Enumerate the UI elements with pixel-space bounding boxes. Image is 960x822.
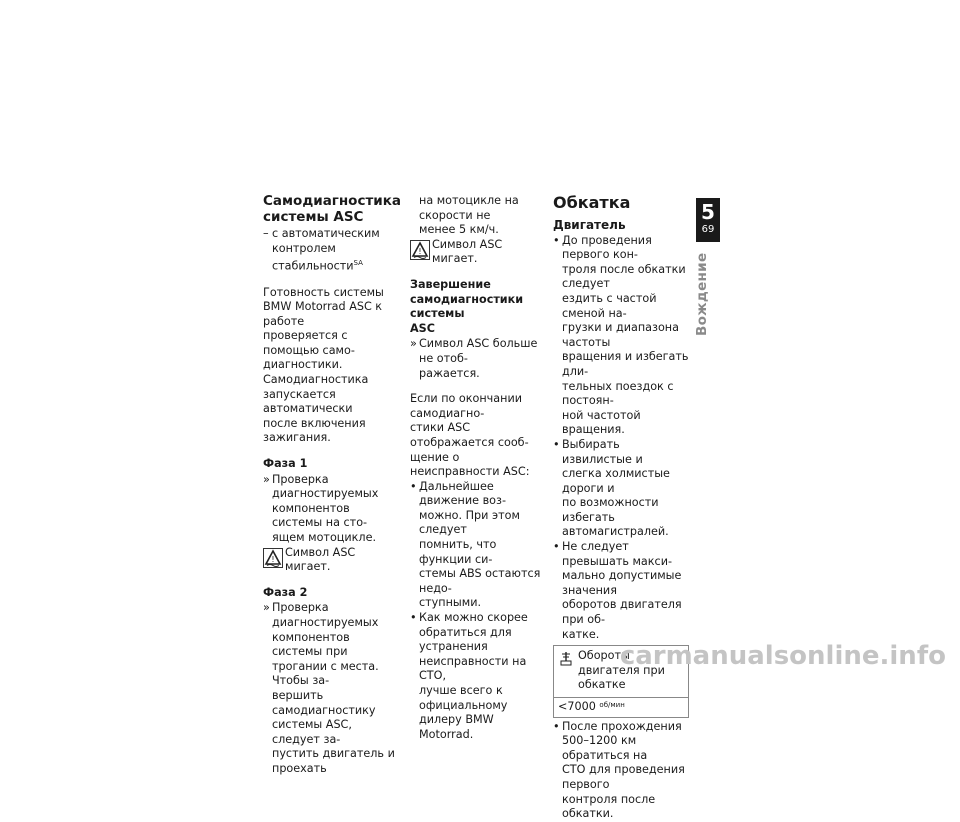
phase-1-step: » Проверка диагностируемых компонентов системы на сто- ящем мотоцикле.: [263, 472, 379, 545]
step-marker: »: [410, 337, 417, 351]
list-item: • Выбирать извилистые и слегка холмистые дороги и по возможности избегать автомагистралей.: [553, 437, 670, 539]
bullet-marker: •: [410, 479, 417, 493]
bullet-marker: •: [553, 719, 560, 733]
rpm-spec-value: [554, 697, 688, 717]
chapter-side-label: Вождение: [694, 252, 710, 336]
column-2: [410, 194, 548, 742]
bullet-marker: •: [553, 437, 560, 451]
section-title-break-in: Обкатка: [553, 193, 631, 212]
step-marker: »: [263, 601, 270, 615]
list-item: • После прохождения 500–1200 км обратиться на СТО для проведения первого контроля после обкатки.: [553, 719, 685, 821]
rpm-spec-header: Обороты двигателя при обкатке: [554, 646, 688, 697]
fault-paragraph: Если по окончании самодиагно- стики ASC отображается сооб- щение о неисправности ASC:: [410, 392, 530, 479]
intro-text: с автоматическим контролем стабильности: [272, 227, 380, 273]
phase-2-icon-note: [410, 238, 548, 267]
watermark: carmanualsonline.info: [619, 641, 946, 671]
chapter-tab: [696, 198, 720, 242]
column-1: [263, 194, 403, 777]
list-item: • Не следует превышать макси- мально допустимые значения оборотов двигателя при об- катке.: [553, 540, 682, 641]
phase-2-icon-text: Символ ASC мигает.: [432, 237, 503, 266]
phase-1-icon-note: [263, 546, 403, 575]
intro-paragraph: Готовность системы BMW Motorrad ASC к работе проверяется с помощью само- диагностики. Самодиагностика запускается автоматически после включения зажигания.: [263, 285, 384, 445]
sa-superscript: SA: [353, 259, 363, 268]
page-number: 69: [701, 224, 715, 235]
bullet-marker: •: [553, 233, 560, 247]
end-step: » Символ ASC больше не отоб- ражается.: [410, 337, 538, 380]
subsection-title-engine: Двигатель: [553, 218, 626, 232]
list-item: • До проведения первого кон- троля после обкатки следует ездить с частой сменой на- грузки и диапазона частоты вращения и избегать дли- тельных поездок с постоян- ной частотой вращения.: [553, 233, 689, 437]
phase-1-icon-text: Символ ASC мигает.: [285, 545, 356, 574]
phase-2-title: Фаза 2: [263, 585, 308, 599]
rpm-unit: об/мин: [599, 701, 625, 709]
step-marker: »: [263, 472, 270, 486]
list-item: • Дальнейшее движение воз- можно. При этом следует помнить, что функции си- стемы ABS остаются недо- ступными.: [410, 479, 541, 610]
phase-2-step: » Проверка диагностируемых компонентов системы при трогании с места. Чтобы за- вершить самодиагностику системы ASC, следует за- пустить двигатель и проехать: [263, 601, 395, 775]
intro-line: [263, 227, 403, 275]
list-item: • Как можно скорее обратиться для устранения неисправности на СТО, лучше всего к официальному дилеру BMW Motorrad.: [410, 611, 528, 741]
svg-text:!: !: [271, 554, 275, 564]
asc-warning-icon: [410, 240, 430, 260]
rpm-value: <7000: [558, 700, 596, 713]
chapter-number: 5: [701, 200, 715, 224]
phase-2-step-continued: на мотоцикле на скорости не менее 5 км/ч.: [419, 194, 519, 237]
bullet-marker: •: [410, 611, 417, 625]
asc-warning-icon: [263, 548, 283, 568]
bullet-marker: •: [553, 540, 560, 554]
dash-marker: –: [263, 227, 269, 240]
svg-text:!: !: [418, 246, 422, 256]
selfdiag-end-title: Завершение самодиагностики системы ASC: [410, 277, 524, 335]
engine-speed-icon: [560, 650, 572, 666]
section-title-asc-selfdiag: Самодиагностика системы ASC: [263, 193, 402, 225]
phase-1-title: Фаза 1: [263, 457, 308, 471]
column-3: [553, 194, 689, 822]
